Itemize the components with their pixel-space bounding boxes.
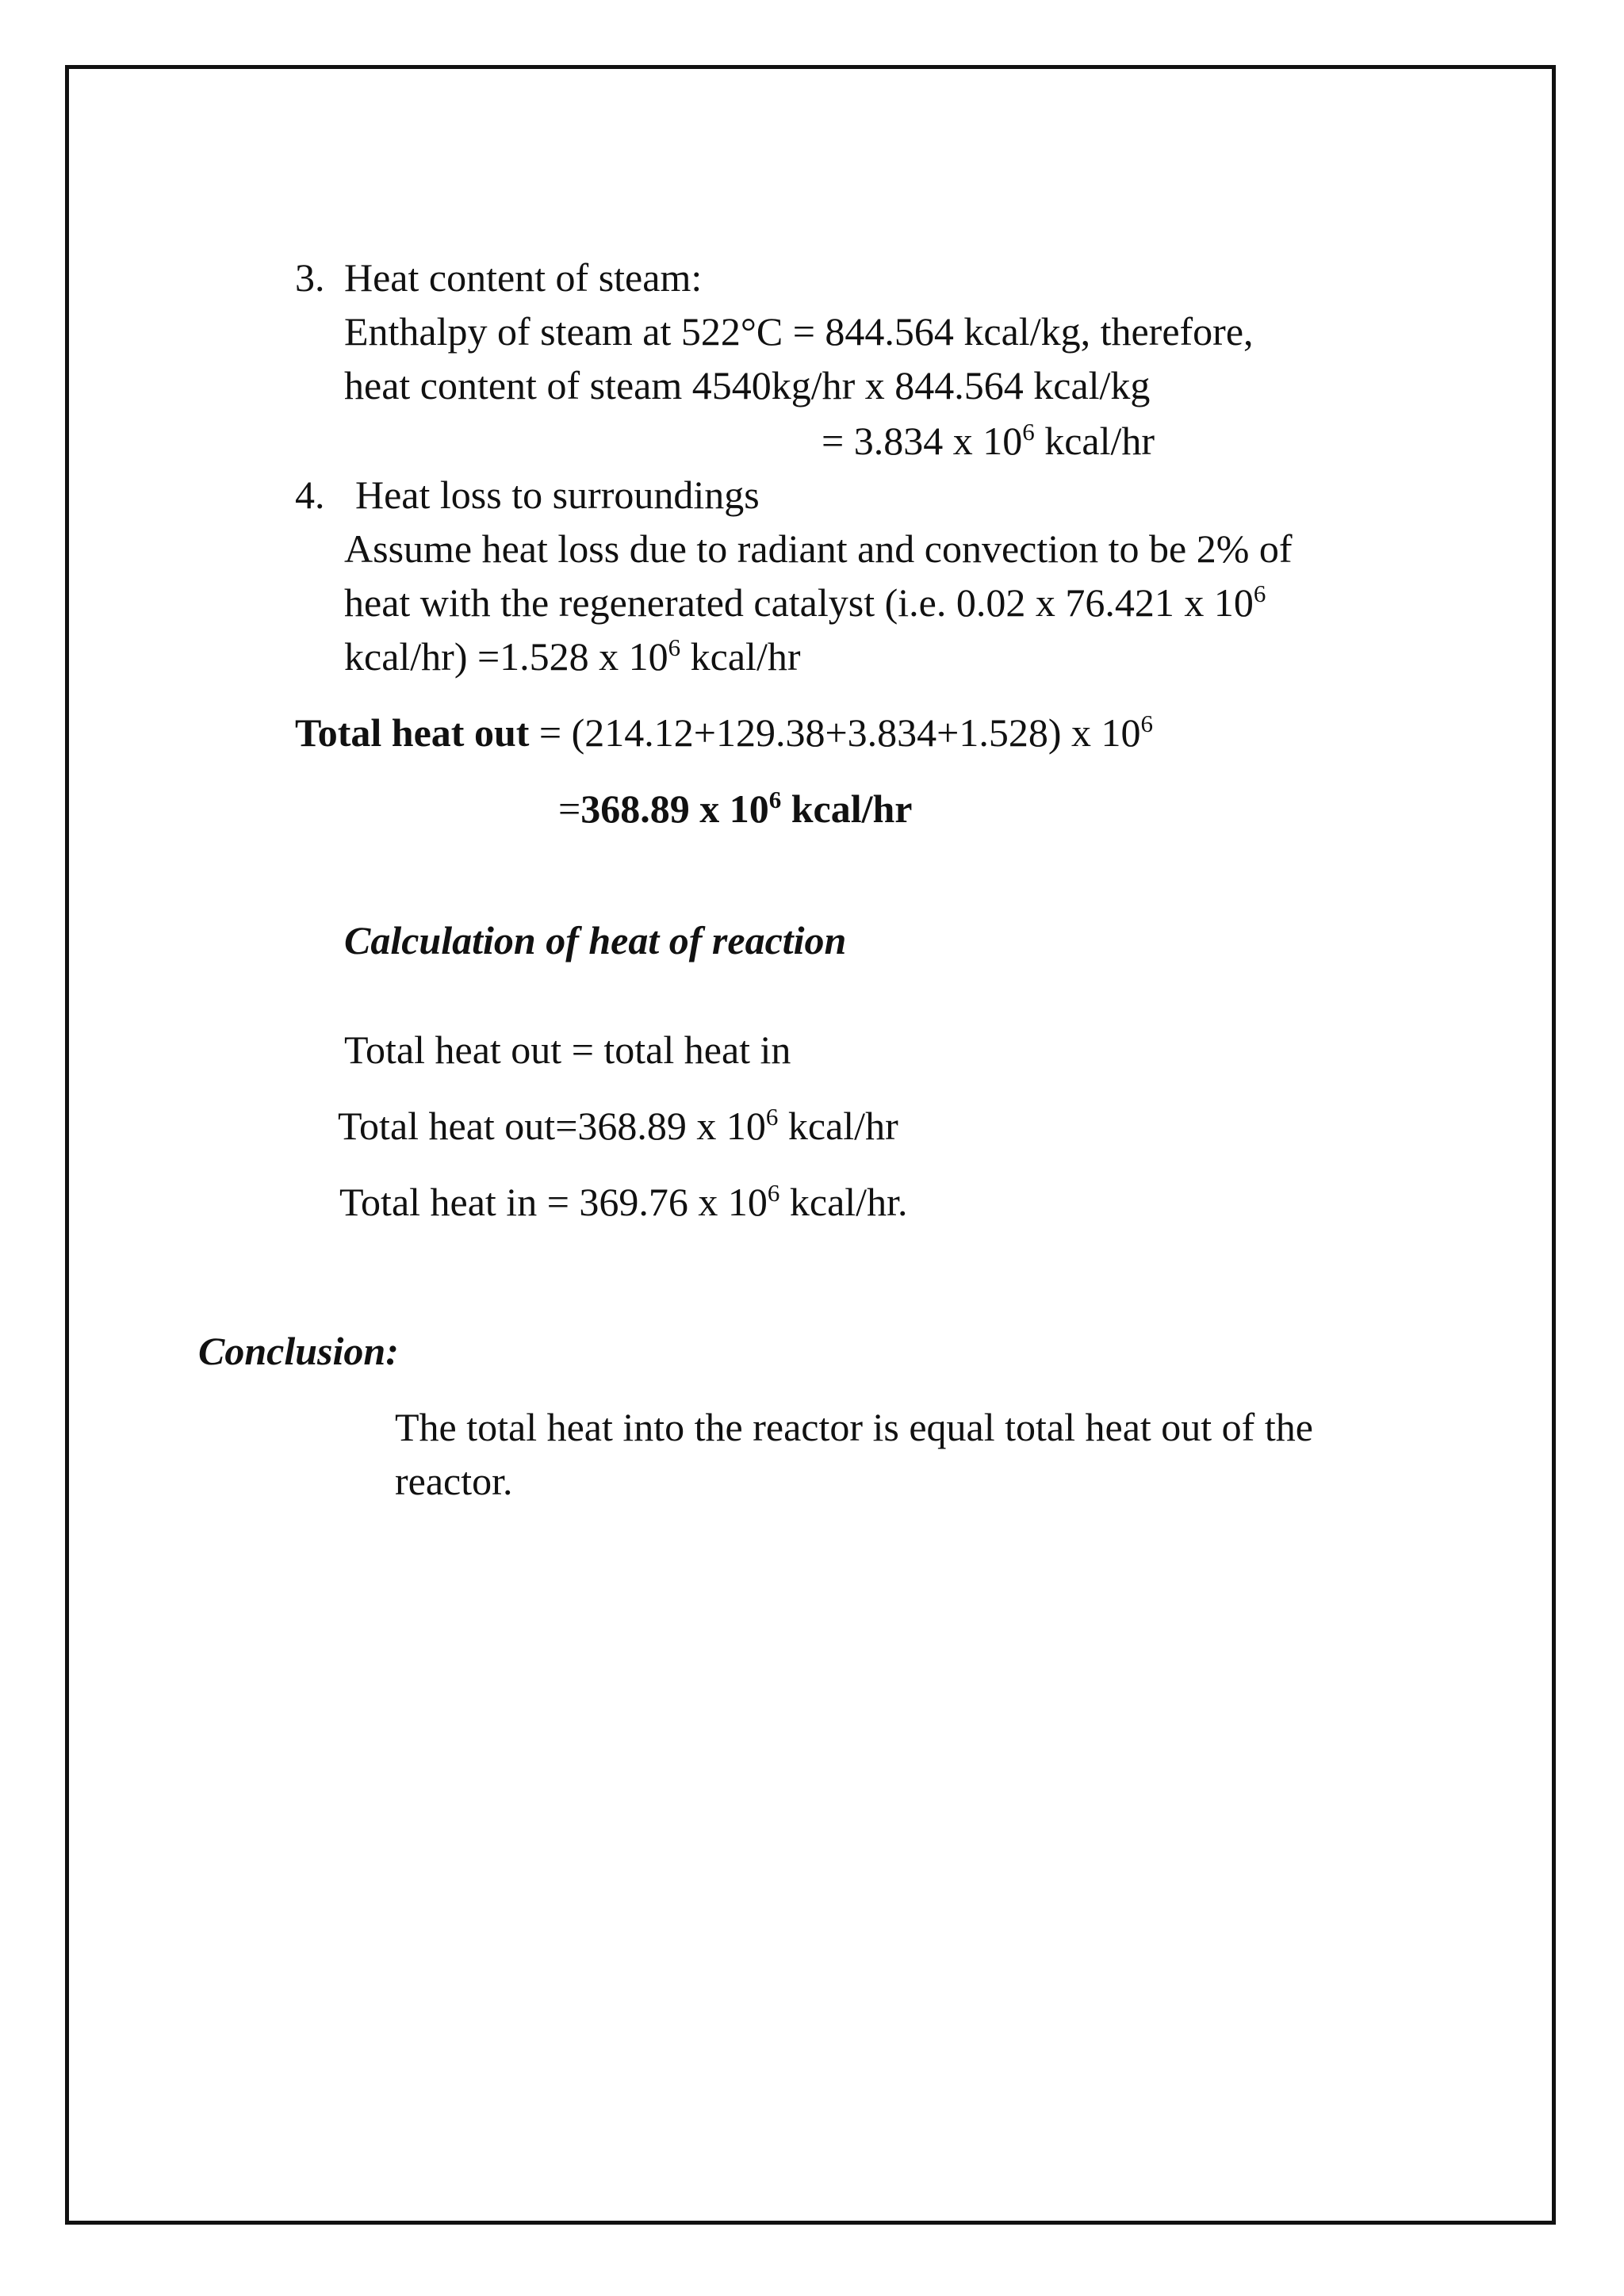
calculation-line-2 <box>338 1102 898 1150</box>
item-3-result <box>822 417 1155 465</box>
item-4-number: 4. <box>295 473 325 517</box>
item-3-result-prefix: = 3.834 x 10 <box>822 419 1023 463</box>
total-heat-out-result <box>558 785 913 832</box>
calculation-line-2-text: Total heat out=368.89 x 10 <box>338 1104 766 1148</box>
calculation-line-2-suffix: kcal/hr <box>778 1104 898 1148</box>
total-heat-out-label: Total heat out <box>295 710 530 755</box>
calculation-line-3 <box>339 1178 907 1226</box>
item-4-line-3-suffix: kcal/hr <box>680 634 801 679</box>
conclusion-heading: Conclusion: <box>198 1329 399 1373</box>
item-3-result-exponent: 6 <box>1022 418 1035 446</box>
item-3-result-suffix: kcal/hr <box>1034 419 1155 463</box>
total-heat-out-expression: = (214.12+129.38+3.834+1.528) x 10 <box>529 710 1141 755</box>
item-4-line-1: Assume heat loss due to radiant and convection to be 2% of <box>344 526 1293 571</box>
item-3-number: 3. <box>295 255 325 300</box>
calculation-line-1: Total heat out = total heat in <box>344 1027 791 1072</box>
item-3-line-1: Enthalpy of steam at 522°C = 844.564 kcal/kg, therefore, <box>344 309 1254 354</box>
item-4-title: Heat loss to surroundings <box>355 473 760 517</box>
calculation-line-3-text: Total heat in = 369.76 x 10 <box>339 1180 768 1224</box>
conclusion-line-1: The total heat into the reactor is equal total heat out of the <box>395 1405 1313 1449</box>
item-4-line-2 <box>344 579 1266 626</box>
item-4-line-3 <box>344 633 801 680</box>
item-3-line-2: heat content of steam 4540kg/hr x 844.564 kcal/kg <box>344 363 1151 408</box>
item-4-line-2-exponent: 6 <box>1253 580 1266 607</box>
item-3-title: Heat content of steam: <box>344 255 703 300</box>
total-heat-out-result-exponent: 6 <box>768 786 782 813</box>
item-4-line-3-exponent: 6 <box>668 633 681 661</box>
total-heat-out-result-prefix: = <box>558 786 581 831</box>
calculation-heading: Calculation of heat of reaction <box>344 918 847 962</box>
calculation-line-2-exponent: 6 <box>765 1103 779 1131</box>
calculation-line-3-exponent: 6 <box>767 1179 780 1207</box>
total-heat-out-exponent: 6 <box>1140 710 1154 737</box>
item-4-line-2-text: heat with the regenerated catalyst (i.e. 0.02 x 76.421 x 10 <box>344 580 1254 625</box>
total-heat-out-result-unit: kcal/hr <box>781 786 913 831</box>
total-heat-out-result-value: 368.89 x 10 <box>580 786 769 831</box>
conclusion-line-2: reactor. <box>395 1459 513 1503</box>
total-heat-out-line <box>295 709 1153 756</box>
calculation-line-3-suffix: kcal/hr. <box>779 1180 908 1224</box>
item-4-line-3-text: kcal/hr) =1.528 x 10 <box>344 634 668 679</box>
